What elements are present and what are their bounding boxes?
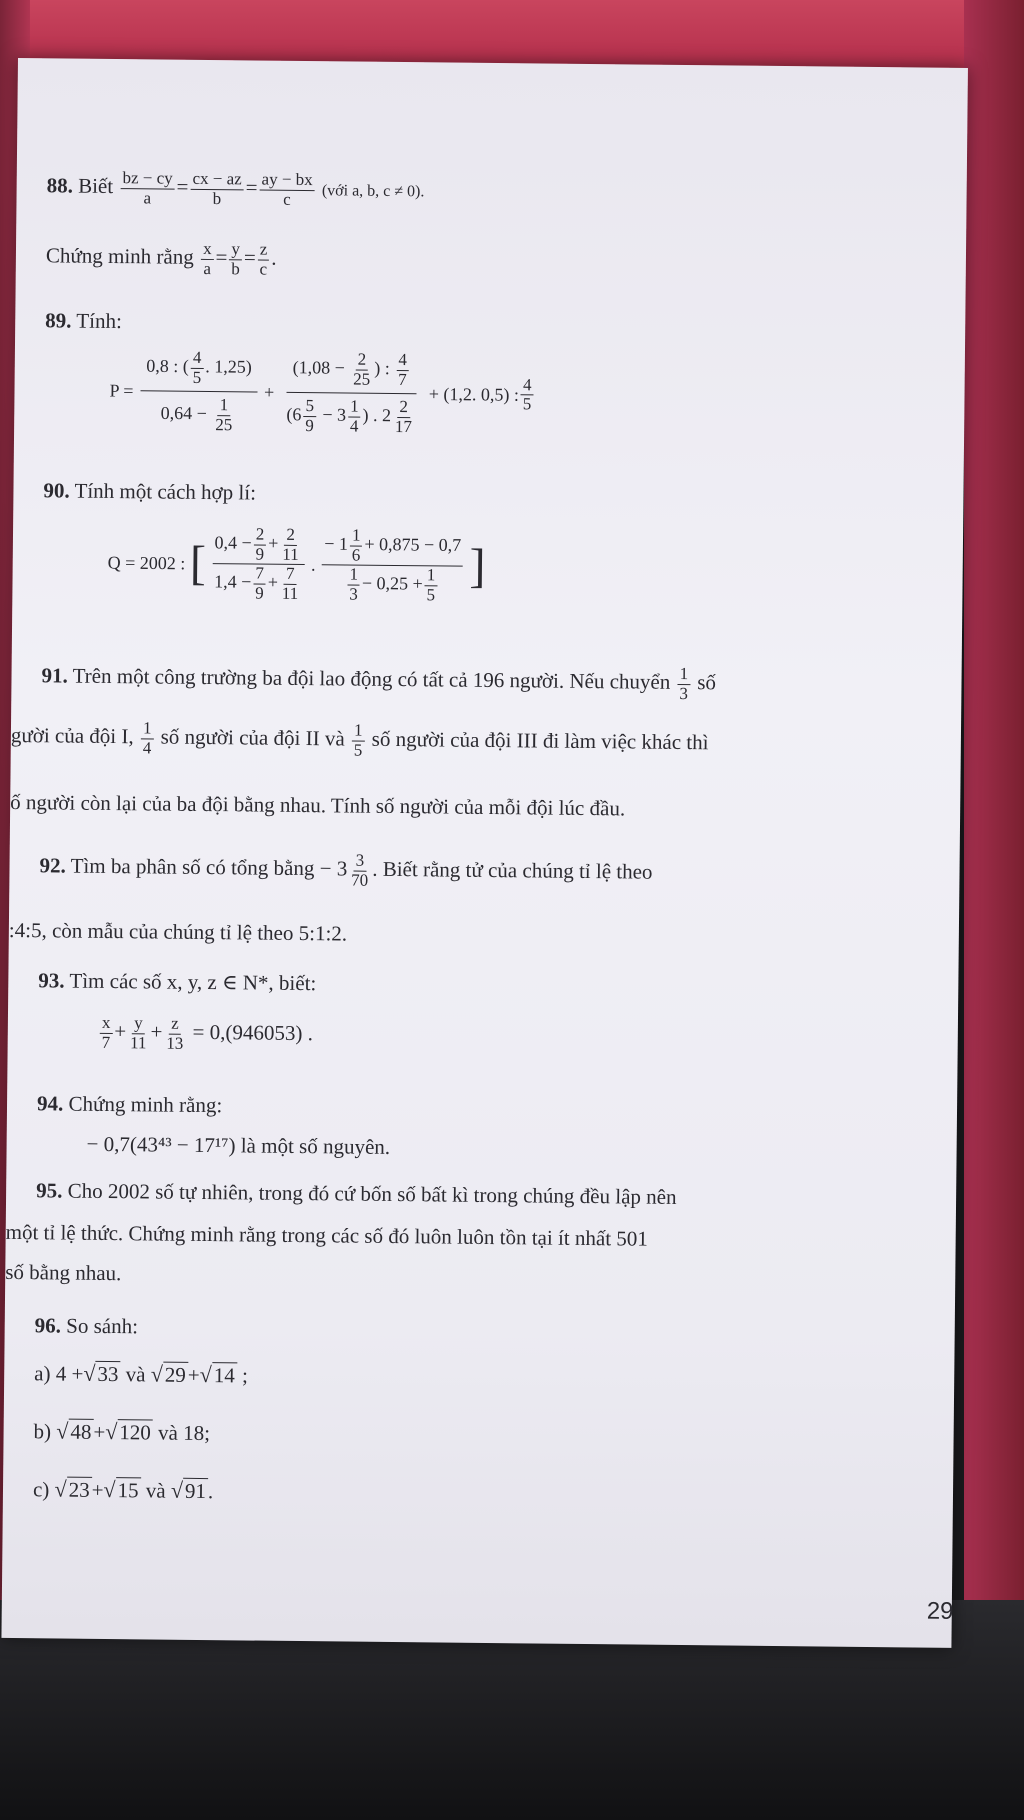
plus: + (263, 382, 275, 403)
problem-93-equation: $\frac{x}{7}$ + $\frac{y}{11}$ + $\frac{z}{13}$ = 0,(946053) . (98, 1014, 314, 1055)
text: số người của đội III đi làm việc khác thì (371, 726, 709, 755)
numerator: 3 (354, 852, 367, 872)
background-right (964, 0, 1024, 1640)
denominator (154, 392, 242, 439)
problem-92-number: 92. (39, 853, 66, 878)
denominator: b (212, 188, 222, 208)
denominator: a (203, 258, 212, 278)
term: (1,08 − (292, 357, 345, 378)
problem-90-lead: Tính một cách hợp lí: (74, 478, 257, 505)
sqrt-sign: √ (103, 1476, 116, 1503)
radicand: 29 (163, 1362, 188, 1387)
numerator: y (229, 240, 242, 260)
denominator: c (259, 259, 268, 279)
text: . (207, 1479, 214, 1504)
denominator: 25 (353, 369, 371, 389)
numerator: 1 (347, 566, 360, 586)
fraction (259, 171, 315, 210)
denominator: 9 (255, 544, 265, 564)
numerator: 7 (253, 565, 266, 585)
numerator: 1 (218, 396, 231, 416)
term: 4 + (55, 1361, 84, 1386)
problem-89-formula (109, 344, 536, 442)
radicand: 14 (212, 1362, 237, 1387)
item-label: c) (32, 1477, 50, 1502)
denominator: 11 (281, 583, 299, 604)
denominator: 3 (349, 584, 358, 604)
denominator: a (143, 188, 152, 208)
denominator: b (231, 258, 240, 279)
numerator (212, 525, 305, 565)
problem-95-line1 (36, 1178, 677, 1209)
text: Trên một công trường ba đội lao động có tất cả 196 người. Nếu chuyển (72, 663, 671, 694)
problem-91-line3 (10, 790, 625, 821)
fraction (280, 526, 301, 565)
text: Tìm ba phân số có tổng bằng (70, 853, 315, 881)
denominator: 4 (142, 738, 152, 758)
book-page (1, 58, 967, 1648)
fraction (229, 240, 242, 279)
numerator: 1 (350, 527, 363, 547)
text: :4:5, còn mẫu của chúng tỉ lệ theo 5:1:2. (8, 917, 348, 946)
problem-89-lead: Tính: (76, 308, 123, 334)
numerator (286, 346, 417, 395)
term: 0,64 − (160, 403, 207, 424)
text: số người của đội II và (160, 724, 345, 751)
problem-95-line2 (6, 1220, 648, 1251)
numerator: 2 (254, 525, 267, 545)
denominator: c (283, 189, 291, 209)
fraction (141, 719, 154, 758)
sqrt-sign: √ (170, 1477, 184, 1503)
radicand: 48 (68, 1419, 93, 1444)
denominator: 25 (215, 415, 233, 435)
text: và (125, 1362, 146, 1387)
sqrt-sign: √ (199, 1361, 212, 1388)
radicand: 33 (95, 1361, 120, 1386)
problem-89-number: 89. (45, 308, 72, 333)
problem-96-number: 96. (34, 1313, 62, 1338)
problem-88-line2: Chứng minh rằng $\frac{x}{a}$ = $\frac{y}{b}$ = $\frac{z}{c}$ . (45, 238, 277, 279)
radicand: 15 (115, 1477, 140, 1502)
fraction (253, 565, 266, 604)
denominator: 5 (192, 367, 202, 387)
problem-90-formula (107, 524, 486, 606)
text: Cho 2002 số tự nhiên, trong đó cứ bốn số bất kì trong chúng đều lập nên (67, 1178, 677, 1209)
term: (6 (286, 404, 302, 425)
right-bracket: ] (469, 539, 486, 593)
text: và 18; (157, 1420, 211, 1446)
term: + (187, 1362, 200, 1387)
radicand: 91 (183, 1478, 208, 1503)
problem-93-line1 (38, 968, 316, 995)
page-number: 29 (926, 1597, 954, 1625)
numerator: ay − bx (259, 171, 314, 191)
problem-92-line1 (39, 848, 652, 893)
numerator: 7 (284, 565, 297, 585)
radicand: 23 (67, 1477, 92, 1502)
denominator: 5 (426, 585, 436, 605)
text: − 0,7(43⁴³ − 17¹⁷) là một số nguyên. (86, 1131, 391, 1159)
denominator: 7 (101, 1032, 111, 1052)
fraction (352, 722, 365, 761)
numerator: bz − cy (120, 169, 174, 189)
formula-lhs: P = (109, 380, 134, 401)
denominator: 17 (394, 417, 413, 437)
problem-96-a (34, 1360, 248, 1388)
numerator: 1 (348, 398, 361, 418)
problem-94-line1 (37, 1091, 222, 1117)
denominator: 7 (398, 369, 407, 389)
problem-96-line1 (35, 1313, 139, 1338)
problem-88-condition: (với a, b, c ≠ 0). (321, 182, 425, 201)
problem-96-c (33, 1476, 213, 1503)
term: 0,8 : ( (146, 355, 189, 377)
problem-92-line2 (9, 918, 347, 946)
fraction (280, 565, 301, 604)
numerator: 1 (141, 719, 154, 739)
problem-91-line2 (11, 718, 709, 764)
text: . Biết rằng tử của chúng tỉ lệ theo (372, 856, 653, 884)
term: 1,4 − (214, 571, 252, 593)
denominator: 70 (351, 870, 369, 890)
text: = 0,(946053) . (192, 1019, 314, 1046)
denominator: 3 (679, 683, 689, 703)
numerator: x (100, 1014, 113, 1034)
denominator: 5 (353, 740, 363, 760)
denominator (280, 393, 422, 441)
term: ) . 2 (362, 405, 392, 426)
fraction (351, 351, 372, 390)
fraction (303, 397, 316, 436)
denominator: 6 (351, 545, 361, 565)
fraction (164, 1015, 185, 1054)
text: một tỉ lệ thức. Chứng minh rằng trong các số đó luôn luôn tồn tại ít nhất 501 (5, 1219, 648, 1251)
denominator: 4 (349, 416, 359, 436)
fraction (521, 376, 534, 415)
term: + (267, 572, 279, 593)
text: gười của đội I, (10, 722, 134, 749)
text: số bằng nhau. (5, 1259, 122, 1286)
term: + (91, 1477, 104, 1502)
left-bracket: [ (189, 536, 207, 590)
denominator: 13 (166, 1033, 184, 1053)
numerator: x (201, 240, 214, 260)
item-label: b) (33, 1419, 52, 1444)
numerator (322, 526, 463, 567)
numerator: 4 (521, 376, 534, 396)
problem-93-number: 93. (38, 968, 65, 993)
fraction (213, 396, 234, 435)
fraction (254, 525, 267, 564)
problem-95-line3 (5, 1260, 121, 1285)
denominator: 11 (282, 544, 299, 564)
problem-95-number: 95. (36, 1178, 63, 1203)
denominator: 9 (255, 583, 264, 603)
text: ố người còn lại của ba đội bằng nhau. Tính số người của mỗi đội lúc đầu. (10, 789, 626, 821)
fraction (120, 169, 175, 208)
denominator: 9 (305, 416, 314, 436)
numerator: 4 (191, 349, 204, 369)
text: Chứng minh rằng: (68, 1091, 223, 1118)
problem-90-number: 90. (43, 478, 70, 503)
fraction (100, 1014, 113, 1053)
term: − 1 (324, 533, 349, 554)
formula-lhs: Q = 2002 : (107, 552, 186, 574)
problem-94-line2 (87, 1132, 391, 1159)
sqrt-sign: √ (83, 1360, 96, 1386)
problem-94-number: 94. (36, 1091, 64, 1116)
numerator: 2 (284, 526, 297, 546)
text: Tìm các số x, y, z ∈ N*, biết: (69, 968, 317, 996)
fraction (191, 349, 204, 388)
problem-96-b (33, 1418, 210, 1445)
term: 0,4 − (214, 532, 252, 553)
fraction (349, 852, 370, 891)
fraction (677, 665, 690, 704)
problem-90-title (43, 478, 256, 504)
text: số (697, 670, 717, 695)
denominator (212, 564, 305, 603)
problem-91-number: 91. (41, 663, 68, 688)
sqrt-sign: √ (56, 1418, 69, 1444)
text: So sánh: (66, 1313, 139, 1339)
fraction (425, 567, 438, 606)
numerator: 1 (352, 722, 365, 742)
term: − 3 (319, 856, 348, 881)
term: − 0,25 + (361, 573, 423, 594)
fraction (201, 240, 214, 279)
problem-91-line1 (41, 658, 716, 703)
fraction (258, 241, 270, 279)
numerator: 1 (678, 665, 691, 685)
fraction (350, 527, 363, 566)
term: + (93, 1419, 106, 1444)
term: − 3 (322, 404, 347, 426)
numerator: 2 (397, 398, 410, 418)
numerator: y (132, 1014, 145, 1034)
text: và (145, 1478, 166, 1503)
numerator: 1 (425, 567, 438, 587)
term: + (1,2. 0,5) : (428, 383, 520, 405)
denominator (343, 566, 441, 605)
radicand: 120 (117, 1419, 153, 1445)
term: . 1,25) (205, 356, 252, 377)
fraction (128, 1014, 149, 1053)
problem-88-prove: Chứng minh rằng (45, 243, 194, 269)
term: ) : (374, 358, 390, 379)
sqrt-sign: √ (150, 1361, 164, 1387)
denominator: 5 (522, 394, 532, 414)
fraction (140, 344, 258, 439)
sqrt-sign: √ (105, 1418, 118, 1445)
problem-88-number: 88. (46, 173, 74, 198)
term: + 0,875 − 0,7 (364, 533, 462, 555)
numerator: cx − az (190, 170, 243, 190)
numerator: 5 (303, 397, 316, 417)
denominator: 11 (129, 1032, 147, 1053)
text: ; (241, 1363, 249, 1388)
numerator: 2 (356, 351, 369, 371)
fraction (393, 398, 414, 437)
numerator: z (169, 1015, 181, 1035)
numerator: z (258, 241, 270, 261)
numerator: 4 (396, 351, 409, 371)
problem-89-title (45, 308, 122, 333)
dot: . (310, 554, 316, 575)
sqrt-sign: √ (54, 1476, 67, 1502)
fraction (396, 351, 409, 390)
fraction (280, 346, 423, 441)
fraction (322, 526, 464, 605)
term: + (268, 532, 279, 554)
item-label: a) (34, 1361, 51, 1386)
fraction (190, 170, 244, 209)
problem-88-line1: 88. Biết $\frac{bz - cy}{a}$ = $\frac{cx - az}{b}$ = $\frac{ay - bx}{c}$ (với a, b, c ≠ 0). (46, 168, 425, 209)
numerator (140, 344, 258, 393)
fraction (348, 398, 361, 437)
fraction (212, 525, 305, 604)
fraction (347, 566, 360, 605)
problem-88-lead: Biết (78, 173, 114, 199)
